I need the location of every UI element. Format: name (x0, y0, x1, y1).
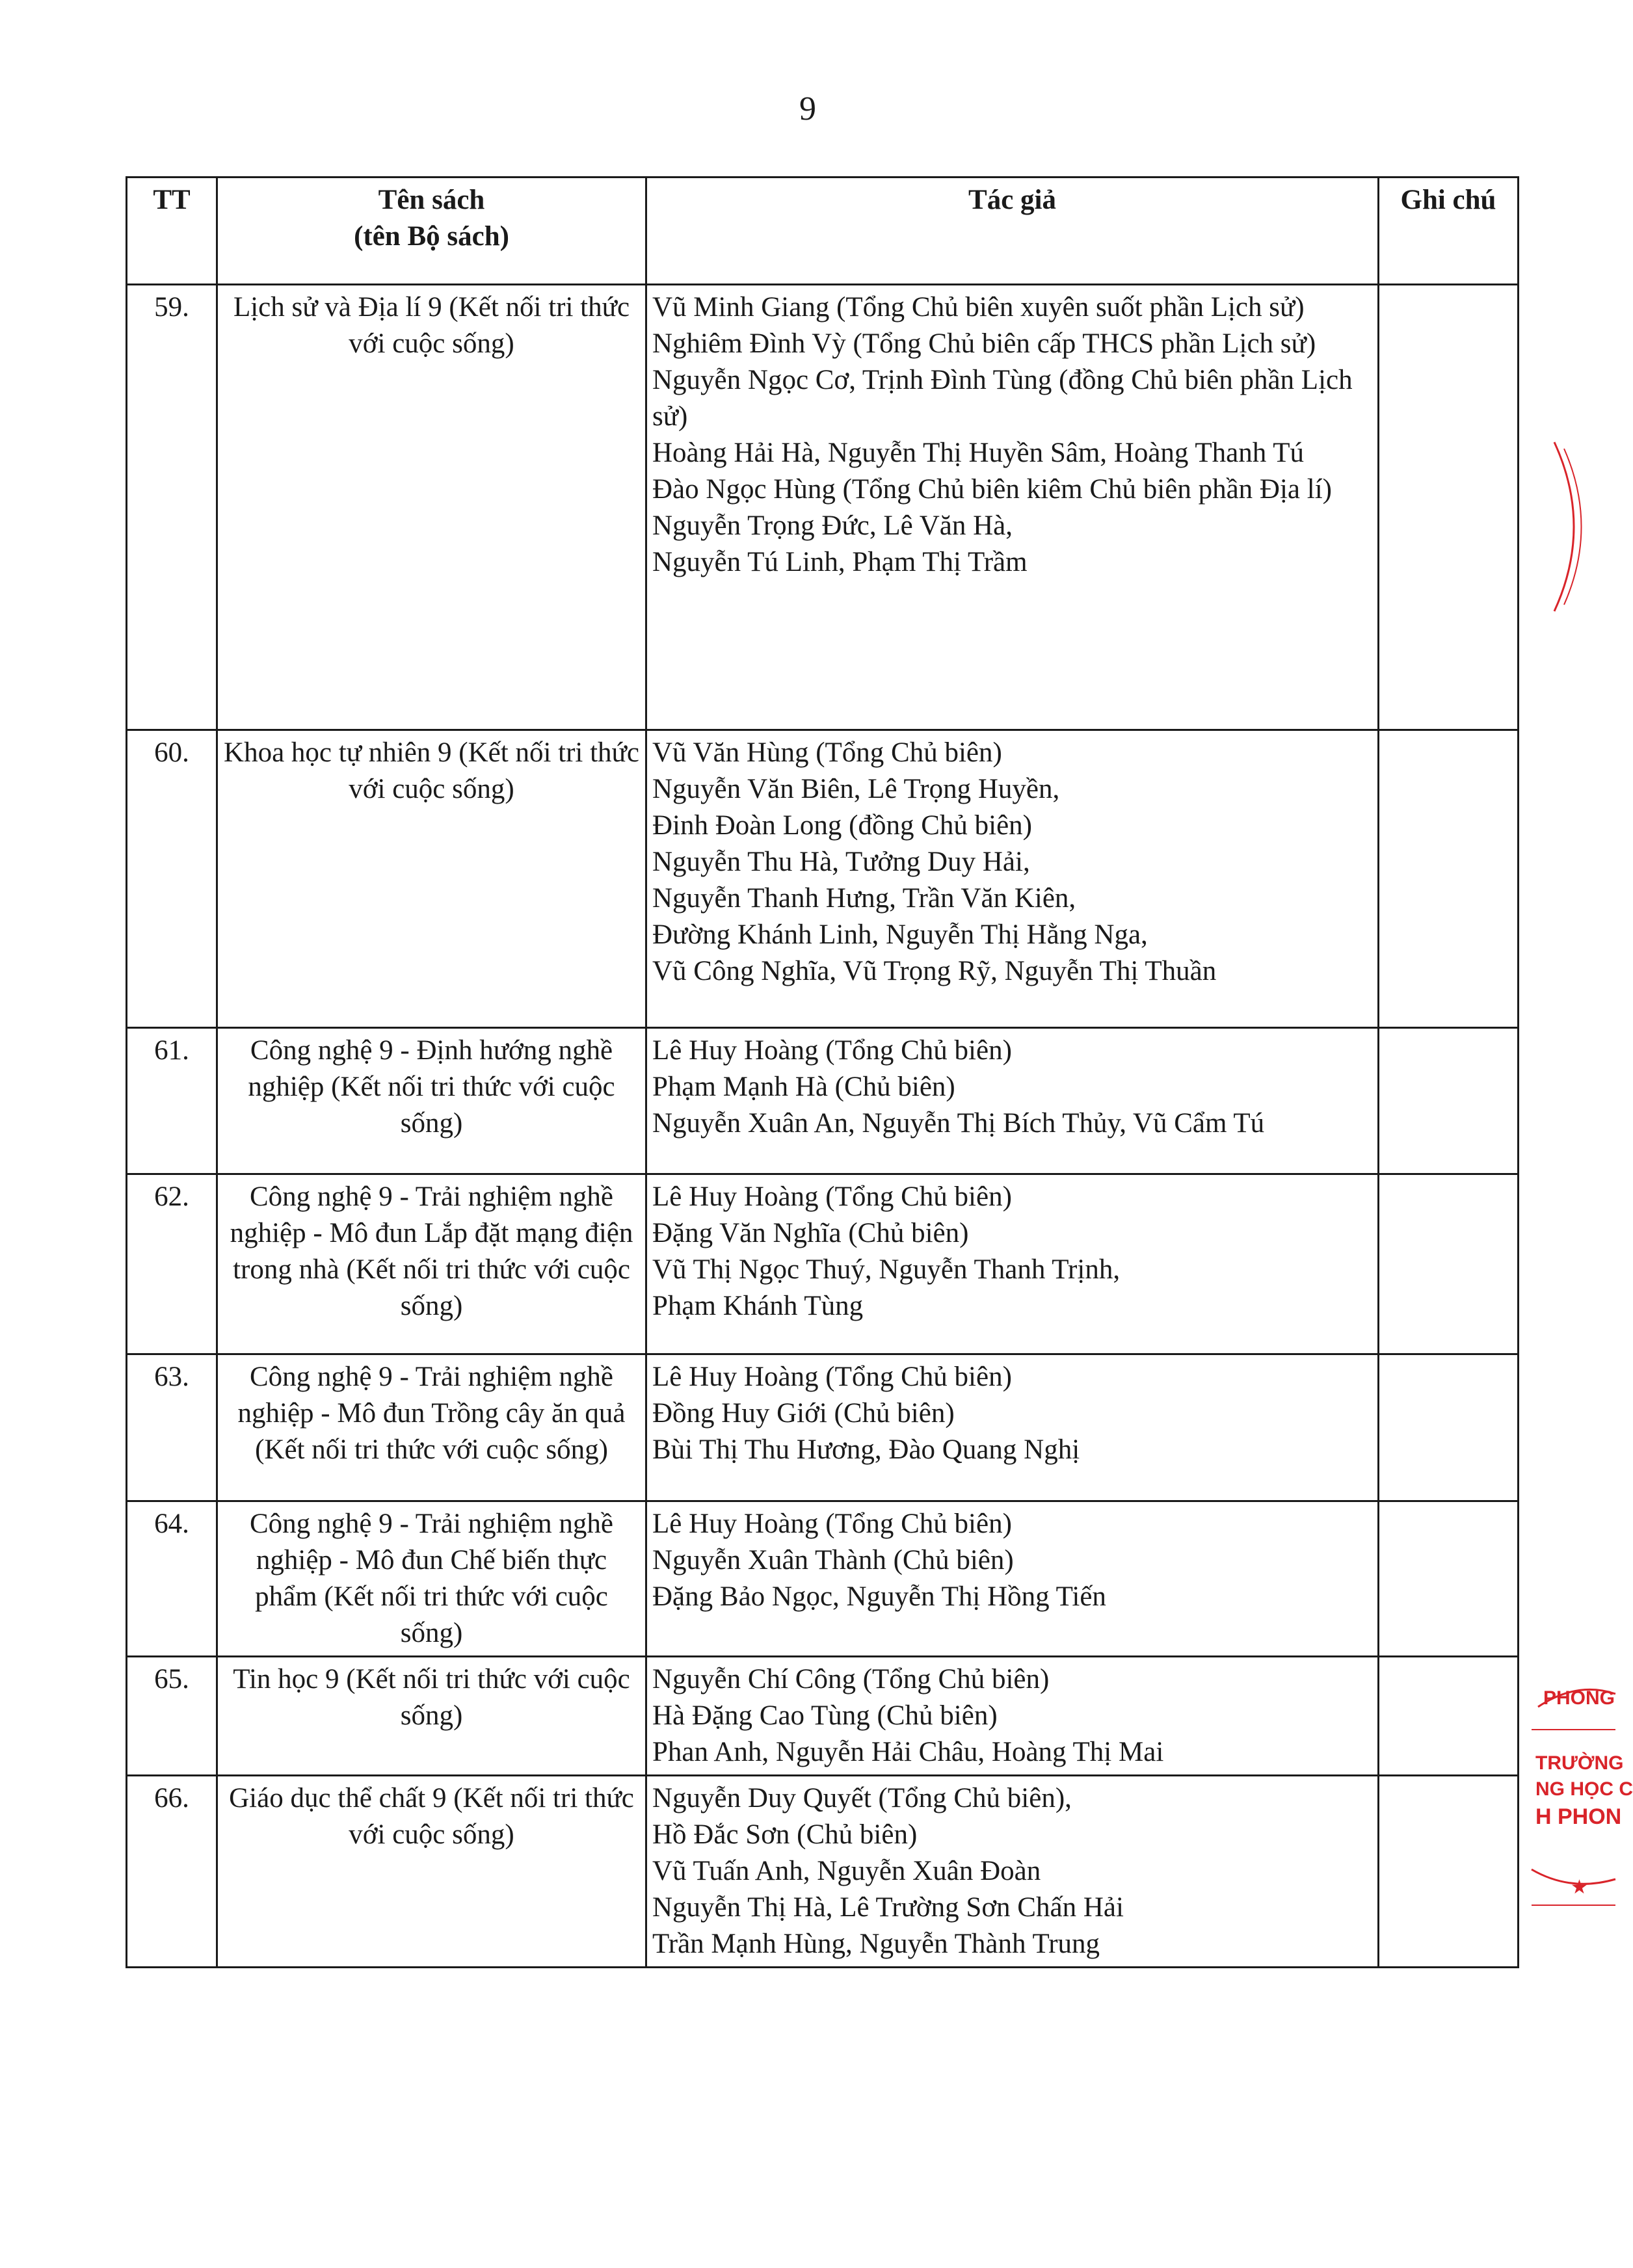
row-number: 64. (127, 1501, 217, 1657)
table-header-row (127, 178, 1519, 285)
author-line: Hồ Đắc Sơn (Chủ biên) (652, 1819, 918, 1850)
author-line: Nguyễn Xuân An, Nguyễn Thị Bích Thủy, Vũ Cẩm Tú (652, 1108, 1265, 1139)
book-authors (646, 1028, 1379, 1174)
author-line: Nguyễn Duy Quyết (Tổng Chủ biên), (652, 1783, 1072, 1813)
author-line: Hoàng Hải Hà, Nguyễn Thị Huyền Sâm, Hoàng Thanh Tú (652, 438, 1304, 468)
book-authors (646, 1354, 1379, 1501)
author-line: Đường Khánh Linh, Nguyễn Thị Hằng Nga, (652, 919, 1148, 950)
book-title: Công nghệ 9 - Trải nghiệm nghề nghiệp - Mô đun Chế biến thực phẩm (Kết nối tri thức với cuộc sống) (217, 1501, 646, 1657)
table-row (127, 1174, 1519, 1354)
author-line: Phạm Khánh Tùng (652, 1291, 864, 1321)
row-number: 59. (127, 285, 217, 730)
author-line: Nghiêm Đình Vỳ (Tổng Chủ biên cấp THCS phần Lịch sử) (652, 328, 1316, 359)
book-authors (646, 1776, 1379, 1968)
table-row (127, 1776, 1519, 1968)
note-cell (1379, 1657, 1519, 1776)
author-line: Lê Huy Hoàng (Tổng Chủ biên) (652, 1362, 1012, 1392)
row-number: 60. (127, 730, 217, 1028)
book-authors (646, 1501, 1379, 1657)
book-authors (646, 285, 1379, 730)
row-number: 62. (127, 1174, 217, 1354)
author-line: Đặng Văn Nghĩa (Chủ biên) (652, 1218, 969, 1248)
book-title: Công nghệ 9 - Định hướng nghề nghiệp (Kết nối tri thức với cuộc sống) (217, 1028, 646, 1174)
table-row (127, 1657, 1519, 1776)
book-title: Giáo dục thể chất 9 (Kết nối tri thức với cuộc sống) (217, 1776, 646, 1968)
author-line: Hà Đặng Cao Tùng (Chủ biên) (652, 1700, 998, 1731)
note-cell (1379, 1501, 1519, 1657)
seal-star-icon: ★ (1571, 1877, 1588, 1898)
author-line: Nguyễn Văn Biên, Lê Trọng Huyền, (652, 774, 1060, 804)
author-line: Nguyễn Chí Công (Tổng Chủ biên) (652, 1664, 1050, 1694)
note-cell (1379, 1174, 1519, 1354)
note-cell (1379, 1028, 1519, 1174)
author-line: Nguyễn Xuân Thành (Chủ biên) (652, 1545, 1014, 1576)
note-cell (1379, 730, 1519, 1028)
author-line: Phan Anh, Nguyễn Hải Châu, Hoàng Thị Mai (652, 1737, 1164, 1767)
note-cell (1379, 1354, 1519, 1501)
textbook-table (126, 176, 1519, 1968)
header-title-line2: (tên Bộ sách) (354, 221, 509, 252)
header-title-line1: Tên sách (378, 185, 485, 215)
author-line: Nguyễn Trọng Đức, Lê Văn Hà, (652, 510, 1013, 541)
row-number: 61. (127, 1028, 217, 1174)
book-title: Công nghệ 9 - Trải nghiệm nghề nghiệp - Mô đun Lắp đặt mạng điện trong nhà (Kết nối tri thức với cuộc sống) (217, 1174, 646, 1354)
seal-text-line3: H PHON (1535, 1804, 1622, 1829)
book-title: Công nghệ 9 - Trải nghiệm nghề nghiệp - Mô đun Trồng cây ăn quả (Kết nối tri thức với cuộc sống) (217, 1354, 646, 1501)
seal-text-top: PHONG (1543, 1687, 1615, 1709)
author-line: Đặng Bảo Ngọc, Nguyễn Thị Hồng Tiến (652, 1581, 1106, 1612)
book-title: Khoa học tự nhiên 9 (Kết nối tri thức với cuộc sống) (217, 730, 646, 1028)
author-line: Vũ Tuấn Anh, Nguyễn Xuân Đoàn (652, 1856, 1041, 1886)
header-tt: TT (127, 178, 217, 285)
author-line: Nguyễn Thu Hà, Tưởng Duy Hải, (652, 847, 1030, 877)
row-number: 65. (127, 1657, 217, 1776)
author-line: Vũ Thị Ngọc Thuý, Nguyễn Thanh Trịnh, (652, 1254, 1121, 1285)
note-cell (1379, 285, 1519, 730)
author-line: Đồng Huy Giới (Chủ biên) (652, 1398, 955, 1429)
author-line: Vũ Công Nghĩa, Vũ Trọng Rỹ, Nguyễn Thị Thuần (652, 956, 1217, 986)
book-authors (646, 730, 1379, 1028)
author-line: Lê Huy Hoàng (Tổng Chủ biên) (652, 1181, 1012, 1212)
book-title: Lịch sử và Địa lí 9 (Kết nối tri thức với cuộc sống) (217, 285, 646, 730)
author-line: Nguyễn Thanh Hưng, Trần Văn Kiên, (652, 883, 1076, 914)
author-line: Lê Huy Hoàng (Tổng Chủ biên) (652, 1509, 1012, 1539)
school-seal (1532, 1668, 1633, 1915)
seal-text-line2: NG HỌC C (1535, 1778, 1633, 1800)
table-row (127, 1501, 1519, 1657)
header-title (217, 178, 646, 285)
table-row (127, 1354, 1519, 1501)
author-line: Nguyễn Thị Hà, Lê Trường Sơn Chấn Hải (652, 1892, 1124, 1923)
margin-stamp-mark (1548, 442, 1606, 611)
row-number: 63. (127, 1354, 217, 1501)
book-title: Tin học 9 (Kết nối tri thức với cuộc sống) (217, 1657, 646, 1776)
table-row (127, 285, 1519, 730)
note-cell (1379, 1776, 1519, 1968)
table-row (127, 1028, 1519, 1174)
book-authors (646, 1657, 1379, 1776)
author-line: Bùi Thị Thu Hương, Đào Quang Nghị (652, 1434, 1080, 1465)
author-line: Nguyễn Ngọc Cơ, Trịnh Đình Tùng (đồng Chủ biên phần Lịch sử) (652, 365, 1353, 432)
author-line: Đinh Đoàn Long (đồng Chủ biên) (652, 810, 1033, 841)
author-line: Vũ Minh Giang (Tổng Chủ biên xuyên suốt phần Lịch sử) (652, 292, 1305, 323)
author-line: Đào Ngọc Hùng (Tổng Chủ biên kiêm Chủ biên phần Địa lí) (652, 474, 1332, 505)
seal-text-line1: TRƯỜNG (1535, 1752, 1624, 1774)
author-line: Phạm Mạnh Hà (Chủ biên) (652, 1072, 955, 1102)
table-row (127, 730, 1519, 1028)
author-line: Vũ Văn Hùng (Tổng Chủ biên) (652, 737, 1002, 768)
book-authors (646, 1174, 1379, 1354)
author-line: Nguyễn Tú Linh, Phạm Thị Trầm (652, 547, 1028, 577)
author-line: Lê Huy Hoàng (Tổng Chủ biên) (652, 1035, 1012, 1066)
header-author: Tác giả (646, 178, 1379, 285)
row-number: 66. (127, 1776, 217, 1968)
author-line: Trần Mạnh Hùng, Nguyễn Thành Trung (652, 1929, 1100, 1959)
header-note: Ghi chú (1379, 178, 1519, 285)
page-number: 9 (799, 90, 816, 127)
